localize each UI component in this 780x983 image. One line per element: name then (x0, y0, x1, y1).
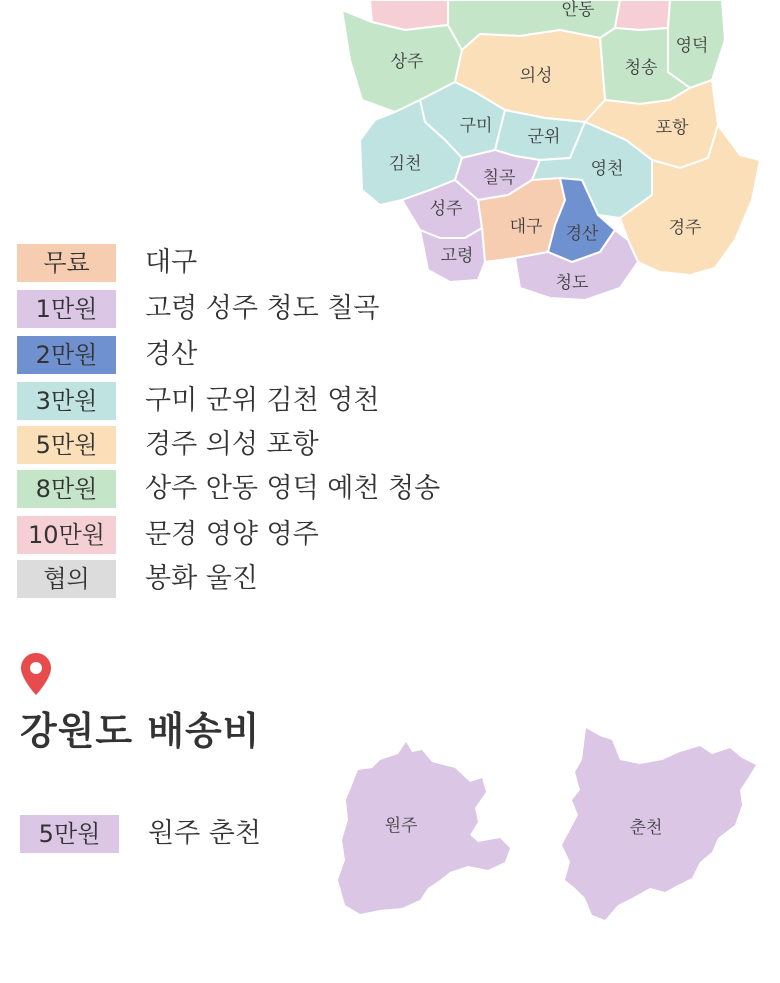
gangwon-map (338, 728, 756, 920)
region-shape-pink-topright (615, 0, 670, 30)
price-badge-50k: 5만원 (17, 426, 116, 464)
map-label-uiseong: 의성 (519, 66, 553, 86)
map-label-yeongcheon: 영천 (590, 159, 624, 179)
location-pin-icon (20, 652, 52, 696)
price-badge-negotiable: 협의 (17, 560, 116, 598)
map-label-sangju: 상주 (390, 52, 424, 72)
region-shape-wonju (338, 742, 510, 914)
map-label-gyeongju: 경주 (668, 218, 702, 238)
legend-regions-100k: 문경 영양 영주 (145, 519, 319, 550)
map-label-chilgok: 칠곡 (482, 168, 516, 188)
legend-regions-negotiable: 봉화 울진 (145, 563, 258, 594)
map-label-andong: 안동 (561, 0, 595, 20)
map-label-daegu: 대구 (509, 217, 543, 237)
map-label-cheongdo: 청도 (555, 273, 589, 293)
legend-row-10k (17, 290, 537, 328)
map-label-gimcheon: 김천 (388, 154, 422, 174)
legend-row-80k (17, 470, 537, 508)
section-title-gangwon: 강원도 배송비 (20, 709, 261, 753)
map-label-chuncheon: 춘천 (629, 818, 663, 838)
legend-regions-10k: 고령 성주 청도 칠곡 (145, 293, 380, 324)
legend-row-100k (17, 516, 537, 554)
legend-regions-30k: 구미 군위 김천 영천 (145, 385, 380, 416)
map-label-gyeongsan: 경산 (565, 224, 599, 244)
price-badge-100k: 10만원 (17, 516, 116, 554)
map-label-goryeong: 고령 (440, 246, 474, 266)
legend-row-negotiable (17, 560, 537, 598)
price-badge-free: 무료 (17, 244, 116, 282)
legend-regions-50k: 경주 의성 포항 (145, 429, 319, 460)
map-label-wonju: 원주 (384, 816, 418, 836)
legend-regions-80k: 상주 안동 영덕 예천 청송 (145, 473, 441, 504)
map-label-pohang: 포항 (655, 118, 689, 138)
price-badge-80k: 8만원 (17, 470, 116, 508)
legend-regions-20k: 경산 (145, 339, 198, 370)
map-label-yeongdeok: 영덕 (675, 36, 709, 56)
legend-row-free (17, 244, 537, 282)
price-badge-gangwon: 5만원 (20, 815, 119, 853)
legend-regions-free: 대구 (145, 247, 198, 278)
map-label-seongju: 성주 (429, 199, 463, 219)
map-label-gunwi: 군위 (527, 127, 561, 147)
legend-regions-gangwon: 원주 춘천 (148, 818, 261, 849)
price-badge-10k: 1만원 (17, 290, 116, 328)
legend-row-50k (17, 426, 537, 464)
price-badge-30k: 3만원 (17, 382, 116, 420)
price-badge-20k: 2만원 (17, 336, 116, 374)
map-label-cheongsong: 청송 (624, 58, 658, 78)
legend-row-20k (17, 336, 537, 374)
map-label-gumi: 구미 (459, 116, 493, 136)
legend-row-30k (17, 382, 537, 420)
